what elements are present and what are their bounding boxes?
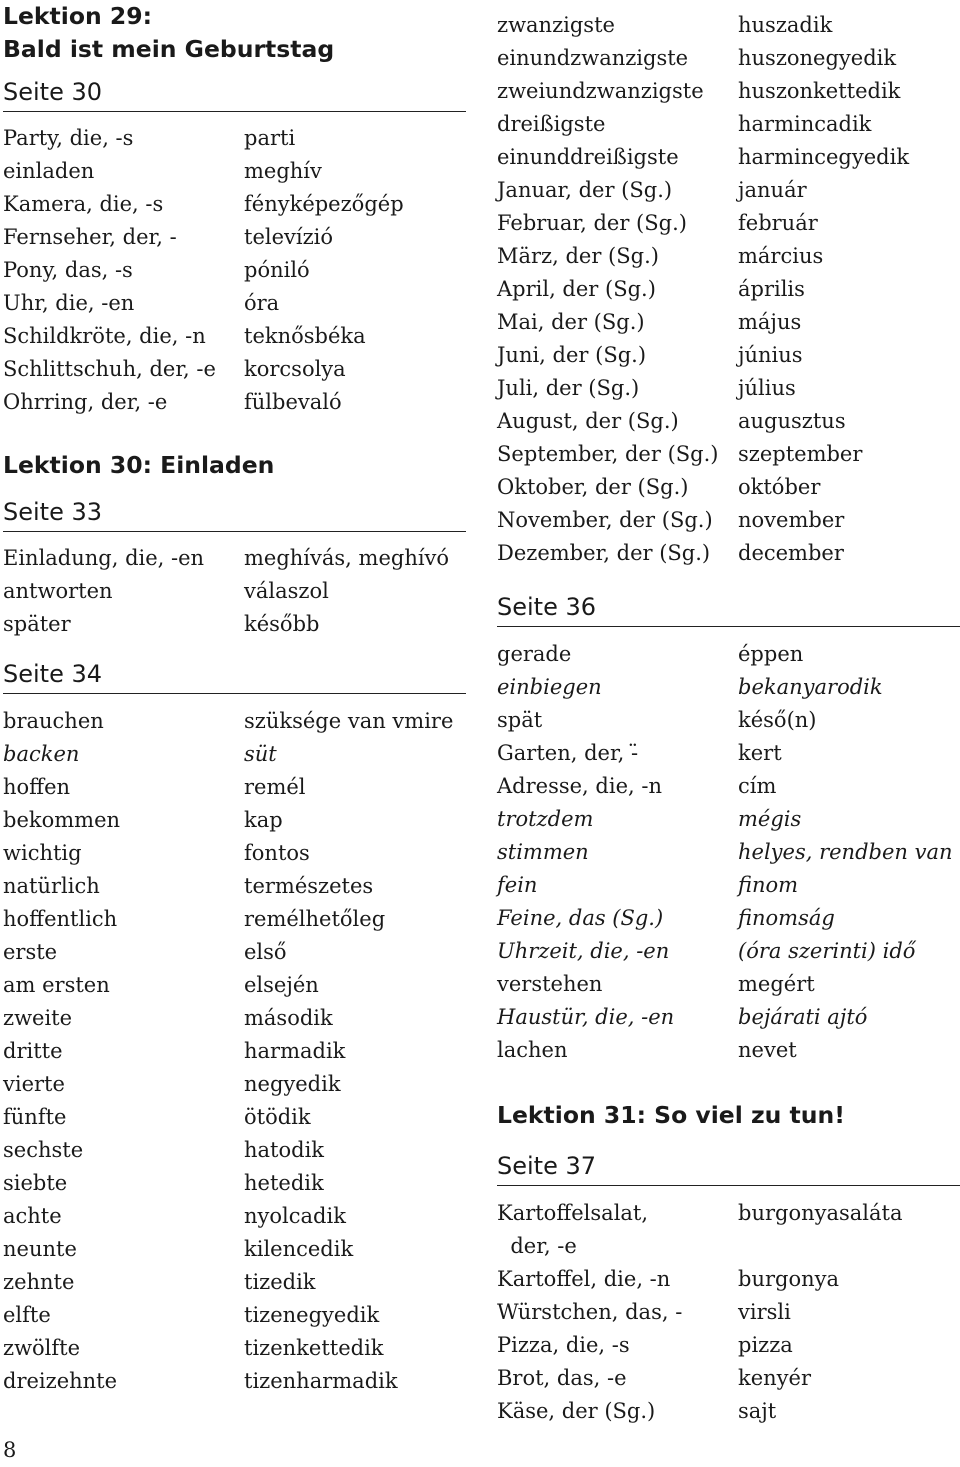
hungarian-translation: meghív: [244, 159, 322, 183]
vocab-row: [497, 339, 960, 372]
hungarian-translation: február: [738, 211, 818, 235]
vocab-row: [497, 174, 960, 207]
hungarian-translation: augusztus: [738, 409, 846, 433]
german-term: später: [3, 612, 71, 636]
vocab-list-seite-33: [3, 542, 466, 641]
hungarian-translation: harmincadik: [738, 112, 872, 136]
german-term: Pony, das, -s: [3, 258, 133, 282]
german-term: natürlich: [3, 874, 100, 898]
vocab-row: [497, 1362, 960, 1395]
section-heading-seite-33: Seite 33: [3, 496, 466, 532]
hungarian-translation: (óra szerinti) idő: [738, 939, 916, 963]
vocab-row: [3, 1002, 466, 1035]
hungarian-translation: meghívás, meghívó: [244, 546, 450, 570]
lesson-31-title: Lektion 31: So viel zu tun!: [497, 1101, 845, 1129]
hungarian-translation: pizza: [738, 1333, 793, 1357]
hungarian-translation: tizenharmadik: [244, 1369, 398, 1393]
hungarian-translation: hetedik: [244, 1171, 324, 1195]
hungarian-translation: cím: [738, 774, 777, 798]
vocab-row: [3, 936, 466, 969]
vocab-row: [3, 188, 466, 221]
german-term: zweite: [3, 1006, 73, 1030]
hungarian-translation: póniló: [244, 258, 310, 282]
german-term: Adresse, die, -n: [497, 774, 662, 798]
vocab-row: [3, 738, 466, 771]
hungarian-translation: később: [244, 612, 320, 636]
section-heading-seite-34: Seite 34: [3, 658, 466, 694]
hungarian-translation: huszonegyedik: [738, 46, 897, 70]
vocab-row: [3, 353, 466, 386]
hungarian-translation: bejárati ajtó: [738, 1005, 868, 1029]
hungarian-translation: június: [738, 343, 803, 367]
vocab-row: [497, 1197, 960, 1230]
german-term: hoffentlich: [3, 907, 118, 931]
german-term: elfte: [3, 1303, 51, 1327]
german-term: dritte: [3, 1039, 63, 1063]
vocab-row: [3, 1035, 466, 1068]
vocab-row: [497, 240, 960, 273]
vocab-row: [497, 836, 960, 869]
german-term: dreißigste: [497, 112, 606, 136]
vocab-row: [497, 1001, 960, 1034]
german-term: Käse, der (Sg.): [497, 1399, 656, 1423]
hungarian-translation: hatodik: [244, 1138, 325, 1162]
hungarian-translation: tizedik: [244, 1270, 316, 1294]
german-term: wichtig: [3, 841, 82, 865]
vocab-row: [3, 771, 466, 804]
hungarian-translation: éppen: [738, 642, 804, 666]
german-term: Uhr, die, -en: [3, 291, 135, 315]
vocab-row: [497, 1230, 960, 1263]
vocab-list-seite-37: [497, 1197, 960, 1428]
vocab-row: [3, 1134, 466, 1167]
hungarian-translation: sajt: [738, 1399, 777, 1423]
german-term: lachen: [497, 1038, 568, 1062]
vocab-row: [497, 770, 960, 803]
hungarian-translation: mégis: [738, 807, 802, 831]
hungarian-translation: fülbevaló: [244, 390, 342, 414]
german-term: Kartoffelsalat,: [497, 1201, 649, 1225]
vocab-row: [497, 1296, 960, 1329]
german-term: Juni, der (Sg.): [497, 343, 647, 367]
vocab-row: [497, 141, 960, 174]
vocab-row: [3, 386, 466, 419]
vocab-row: [497, 935, 960, 968]
vocab-row: [497, 42, 960, 75]
vocab-row: [3, 254, 466, 287]
german-term: dreizehnte: [3, 1369, 118, 1393]
vocab-row: [3, 804, 466, 837]
german-term: Fernseher, der, -: [3, 225, 177, 249]
vocab-list-seite-34-continued: [497, 9, 960, 570]
hungarian-translation: burgonya: [738, 1267, 840, 1291]
hungarian-translation: kap: [244, 808, 283, 832]
german-term: fein: [497, 873, 538, 897]
vocab-row: [3, 1167, 466, 1200]
vocab-row: [3, 575, 466, 608]
vocab-row: [3, 1332, 466, 1365]
german-term: April, der (Sg.): [497, 277, 656, 301]
hungarian-translation: október: [738, 475, 821, 499]
german-term: Mai, der (Sg.): [497, 310, 645, 334]
hungarian-translation: második: [244, 1006, 333, 1030]
hungarian-translation: televízió: [244, 225, 334, 249]
german-term: einunddreißigste: [497, 145, 679, 169]
hungarian-translation: finom: [738, 873, 799, 897]
lesson-29-title-line1: Lektion 29:: [3, 2, 152, 30]
hungarian-translation: [738, 1230, 960, 1263]
hungarian-translation: megért: [738, 972, 815, 996]
hungarian-translation: fontos: [244, 841, 310, 865]
hungarian-translation: korcsolya: [244, 357, 346, 381]
vocab-row: [497, 108, 960, 141]
vocab-row: [497, 372, 960, 405]
lesson-29-title-line2: Bald ist mein Geburtstag: [3, 35, 335, 63]
german-term: zwölfte: [3, 1336, 81, 1360]
vocab-row: [497, 737, 960, 770]
hungarian-translation: január: [738, 178, 807, 202]
vocab-row: [3, 969, 466, 1002]
german-term: Einladung, die, -en: [3, 546, 205, 570]
german-term: sechste: [3, 1138, 84, 1162]
vocab-row: [3, 1233, 466, 1266]
vocab-row: [3, 705, 466, 738]
vocab-row: [497, 9, 960, 42]
vocab-row: [3, 221, 466, 254]
hungarian-translation: negyedik: [244, 1072, 341, 1096]
hungarian-translation: burgonyasaláta: [738, 1201, 903, 1225]
vocab-row: [497, 704, 960, 737]
german-term: Oktober, der (Sg.): [497, 475, 689, 499]
german-term: neunte: [3, 1237, 77, 1261]
hungarian-translation: nevet: [738, 1038, 797, 1062]
vocab-row: [497, 207, 960, 240]
vocab-row: [3, 837, 466, 870]
german-term: Januar, der (Sg.): [497, 178, 673, 202]
vocab-row: [497, 504, 960, 537]
hungarian-translation: fényképezőgép: [244, 192, 404, 216]
german-term: trotzdem: [497, 807, 594, 831]
german-term: August, der (Sg.): [497, 409, 679, 433]
hungarian-translation: szüksége van vmire: [244, 709, 454, 733]
hungarian-translation: tizenegyedik: [244, 1303, 380, 1327]
german-term: Schildkröte, die, -n: [3, 324, 206, 348]
hungarian-translation: süt: [244, 742, 277, 766]
vocab-row: [497, 968, 960, 1001]
german-term: achte: [3, 1204, 62, 1228]
hungarian-translation: teknősbéka: [244, 324, 366, 348]
vocab-row: [3, 122, 466, 155]
vocab-list-seite-34: [3, 705, 466, 1398]
hungarian-translation: válaszol: [244, 579, 329, 603]
hungarian-translation: elsején: [244, 973, 319, 997]
german-term: Kamera, die, -s: [3, 192, 164, 216]
hungarian-translation: finomság: [738, 906, 835, 930]
vocab-row: [497, 537, 960, 570]
hungarian-translation: huszadik: [738, 13, 833, 37]
german-term: einladen: [3, 159, 95, 183]
hungarian-translation: harmincegyedik: [738, 145, 910, 169]
page-number: 8: [3, 1438, 17, 1462]
german-term: gerade: [497, 642, 572, 666]
hungarian-translation: természetes: [244, 874, 374, 898]
vocab-row: [497, 902, 960, 935]
german-term: zehnte: [3, 1270, 75, 1294]
german-term: hoffen: [3, 775, 71, 799]
german-term: Brot, das, -e: [497, 1366, 627, 1390]
vocab-row: [3, 1101, 466, 1134]
german-term: spät: [497, 708, 543, 732]
german-term: September, der (Sg.): [497, 442, 719, 466]
german-term: zwanzigste: [497, 13, 615, 37]
vocab-row: [3, 287, 466, 320]
vocab-row: [3, 870, 466, 903]
right-column: [497, 0, 960, 1428]
german-term: verstehen: [497, 972, 603, 996]
hungarian-translation: bekanyarodik: [738, 675, 883, 699]
german-term: am ersten: [3, 973, 110, 997]
vocab-row: [3, 608, 466, 641]
vocab-row: [3, 542, 466, 575]
hungarian-translation: április: [738, 277, 805, 301]
vocab-row: [3, 1266, 466, 1299]
hungarian-translation: első: [244, 940, 287, 964]
hungarian-translation: kilencedik: [244, 1237, 354, 1261]
german-term: Juli, der (Sg.): [497, 376, 640, 400]
hungarian-translation: parti: [244, 126, 296, 150]
german-term: März, der (Sg.): [497, 244, 659, 268]
hungarian-translation: harmadik: [244, 1039, 346, 1063]
vocab-row: [3, 155, 466, 188]
vocab-row: [497, 1034, 960, 1067]
german-term: fünfte: [3, 1105, 67, 1129]
german-term: November, der (Sg.): [497, 508, 713, 532]
vocab-row: [497, 471, 960, 504]
hungarian-translation: kert: [738, 741, 782, 765]
left-column: [3, 0, 466, 1398]
hungarian-translation: ötödik: [244, 1105, 311, 1129]
german-term: Dezember, der (Sg.): [497, 541, 711, 565]
german-term: Party, die, -s: [3, 126, 134, 150]
german-term: Garten, der, -̈: [497, 741, 639, 765]
hungarian-translation: tizenkettedik: [244, 1336, 384, 1360]
hungarian-translation: remél: [244, 775, 306, 799]
german-term: siebte: [3, 1171, 68, 1195]
hungarian-translation: december: [738, 541, 844, 565]
german-term: einundzwanzigste: [497, 46, 689, 70]
vocab-row: [497, 1395, 960, 1428]
lesson-30-title: Lektion 30: Einladen: [3, 451, 275, 479]
german-term: vierte: [3, 1072, 65, 1096]
vocab-row: [497, 803, 960, 836]
german-term: einbiegen: [497, 675, 602, 699]
vocab-row: [497, 638, 960, 671]
section-heading-seite-37: Seite 37: [497, 1150, 960, 1186]
hungarian-translation: május: [738, 310, 802, 334]
german-term: Ohrring, der, -e: [3, 390, 168, 414]
vocab-row: [497, 1329, 960, 1362]
german-term: backen: [3, 742, 80, 766]
german-term: Februar, der (Sg.): [497, 211, 687, 235]
german-term: stimmen: [497, 840, 589, 864]
german-term: antworten: [3, 579, 113, 603]
german-term: Kartoffel, die, -n: [497, 1267, 671, 1291]
hungarian-translation: július: [738, 376, 796, 400]
hungarian-translation: virsli: [738, 1300, 791, 1324]
vocab-row: [497, 438, 960, 471]
german-term: Schlittschuh, der, -e: [3, 357, 216, 381]
german-term: erste: [3, 940, 58, 964]
section-heading-seite-30: Seite 30: [3, 76, 466, 112]
vocab-list-seite-30: [3, 122, 466, 419]
vocab-list-seite-36: [497, 638, 960, 1067]
vocab-row: [497, 869, 960, 902]
hungarian-translation: késő(n): [738, 708, 817, 732]
german-term: Haustür, die, -en: [497, 1005, 675, 1029]
vocab-row: [497, 671, 960, 704]
section-heading-seite-36: Seite 36: [497, 591, 960, 627]
vocab-row: [3, 1200, 466, 1233]
german-term: Uhrzeit, die, -en: [497, 939, 670, 963]
vocab-row: [497, 405, 960, 438]
hungarian-translation: helyes, rendben van: [738, 840, 953, 864]
german-term: Feine, das (Sg.): [497, 906, 664, 930]
german-term: zweiundzwanzigste: [497, 79, 704, 103]
hungarian-translation: november: [738, 508, 845, 532]
german-term: brauchen: [3, 709, 104, 733]
vocab-row: [497, 1263, 960, 1296]
hungarian-translation: március: [738, 244, 824, 268]
hungarian-translation: huszonkettedik: [738, 79, 901, 103]
hungarian-translation: szeptember: [738, 442, 863, 466]
vocab-row: [3, 1365, 466, 1398]
vocab-row: [3, 320, 466, 353]
hungarian-translation: óra: [244, 291, 280, 315]
vocab-row: [3, 1299, 466, 1332]
hungarian-translation: remélhetőleg: [244, 907, 386, 931]
german-term: der, -e: [497, 1234, 577, 1258]
vocab-row: [3, 1068, 466, 1101]
vocab-row: [497, 273, 960, 306]
german-term: Pizza, die, -s: [497, 1333, 630, 1357]
vocab-row: [497, 75, 960, 108]
german-term: bekommen: [3, 808, 121, 832]
vocab-row: [3, 903, 466, 936]
hungarian-translation: nyolcadik: [244, 1204, 346, 1228]
vocab-row: [497, 306, 960, 339]
hungarian-translation: kenyér: [738, 1366, 812, 1390]
german-term: Würstchen, das, -: [497, 1300, 683, 1324]
